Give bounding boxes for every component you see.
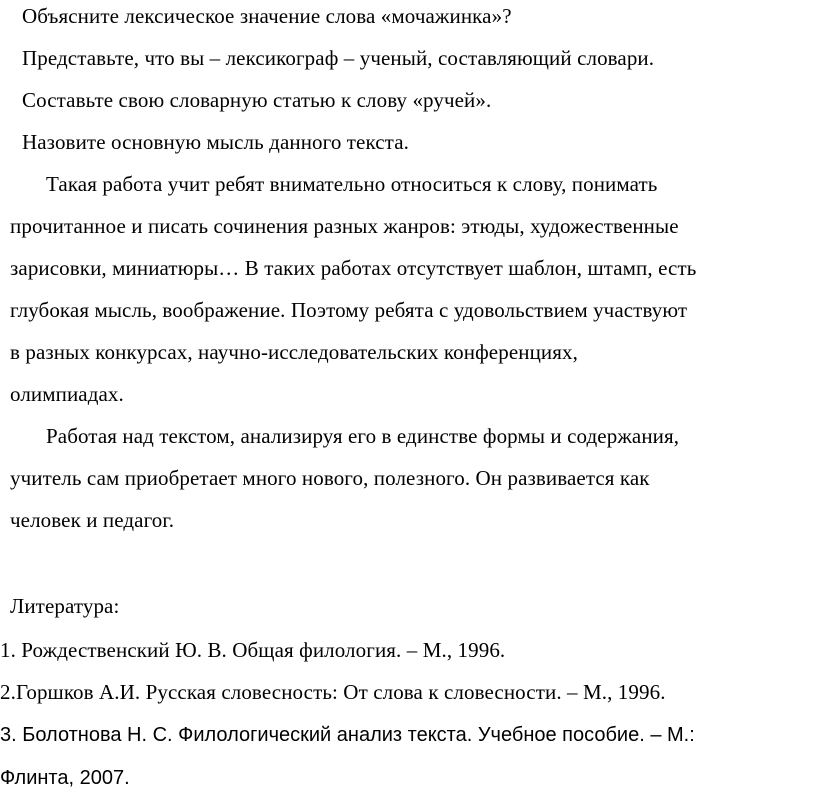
literature-item-3: 3. Болотнова Н. С. Филологический анализ текста. Учебное пособие. – М.: [0, 724, 695, 746]
question-4: Назовите основную мысль данного текста. [22, 130, 409, 154]
paragraph-1-line-3: зарисовки, миниатюры… В таких работах отсутствует шаблон, штамп, есть [10, 256, 697, 280]
question-1: Объясните лексическое значение слова «мочажинка»? [22, 4, 512, 28]
literature-item-2: 2.Горшков А.И. Русская словесность: От слова к словесности. – М., 1996. [0, 680, 666, 704]
paragraph-1-line-4: глубокая мысль, воображение. Поэтому ребята с удовольствием участвуют [10, 298, 688, 322]
paragraph-1-line-2: прочитанное и писать сочинения разных жанров: этюды, художественные [10, 214, 679, 238]
paragraph-1-line-6: олимпиадах. [10, 382, 124, 406]
paragraph-1-line-1: Такая работа учит ребят внимательно относиться к слову, понимать [46, 172, 658, 196]
paragraph-2-line-1: Работая над текстом, анализируя его в единстве формы и содержания, [46, 424, 680, 448]
literature-item-3-continuation: Флинта, 2007. [0, 767, 130, 789]
literature-item-1: 1. Рождественский Ю. В. Общая филология. – М., 1996. [0, 638, 506, 662]
paragraph-1-line-5: в разных конкурсах, научно-исследовательских конференциях, [10, 340, 578, 364]
paragraph-2-line-3: человек и педагог. [10, 508, 175, 532]
question-3: Составьте свою словарную статью к слову «ручей». [22, 88, 492, 112]
question-2: Представьте, что вы – лексикограф – ученый, составляющий словари. [22, 46, 655, 70]
literature-heading: Литература: [10, 594, 120, 618]
paragraph-2-line-2: учитель сам приобретает много нового, полезного. Он развивается как [10, 466, 650, 490]
